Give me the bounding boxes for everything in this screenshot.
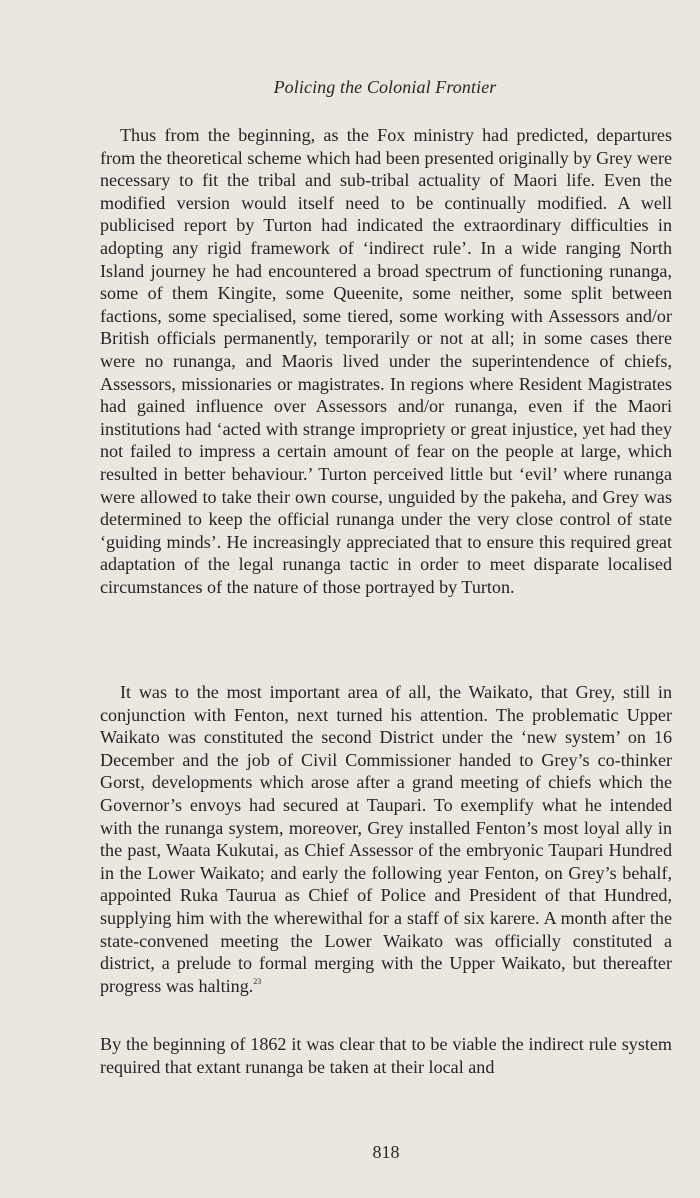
body-paragraph-2 [100, 681, 672, 997]
body-paragraph-1: Thus from the beginning, as the Fox ministry had predicted, departures from the theoretical scheme which had been presented originally by Grey were necessary to fit the tribal and sub-tribal actuality of Maori life. Even the modified version would itself need to be continually modified. A well publicised report by Turton had indicated the extraordinary difficulties in adopting any rigid framework of ‘indirect rule’. In a wide ranging North Island journey he had encountered a broad spectrum of functioning runanga, some of them Kingite, some Queenite, some neither, some split between factions, some specialised, some tiered, some working with Assessors and/or British officials permanently, temporarily or not at all; in some cases there were no runanga, and Maoris lived under the superintendence of chiefs, Assessors, missionaries or magistrates. In regions where Resident Magistrates had gained influence over Assessors and/or runanga, even if the Maori institutions had ‘acted with strange impropriety or great injustice, yet had they not failed to impress a certain amount of fear on the people at large, which resulted in better behaviour.’ Turton perceived little but ‘evil’ where runanga were allowed to take their own course, unguided by the pakeha, and Grey was determined to keep the official runanga under the very close control of state ‘guiding minds’. He increasingly appreciated that to ensure this required great adaptation of the legal runanga tactic in order to meet disparate localised circumstances of the nature of those portrayed by Turton. [100, 125, 672, 597]
body-paragraph-3: By the beginning of 1862 it was clear that to be viable the indirect rule system required that extant runanga be taken at their local and [100, 1034, 672, 1077]
body-paragraph-2-text: It was to the most important area of all, the Waikato, that Grey, still in conjunction with Fenton, next turned his attention. The problematic Upper Waikato was constituted the second District under the ‘new system’ on 16 December and the job of Civil Commissioner handed to Grey’s co-thinker Gorst, developments which arose after a grand meeting of chiefs which the Governor’s envoys had secured at Taupari. To exemplify what he intended with the runanga system, moreover, Grey installed Fenton’s most loyal ally in the past, Waata Kukutai, as Chief Assessor of the embryonic Taupari Hundred in the Lower Waikato; and early the following year Fenton, on Grey’s behalf, appointed Ruka Taurua as Chief of Police and President of that Hundred, supplying him with the wherewithal for a staff of six karere. A month after the state-convened meeting the Lower Waikato was officially constituted a district, a prelude to formal merging with the Upper Waikato, but thereafter progress was halting. [100, 682, 672, 996]
page-number: 818 [372, 1142, 400, 1162]
footnote-ref: 23 [253, 976, 262, 986]
running-head-title: Policing the Colonial Frontier [273, 77, 497, 97]
